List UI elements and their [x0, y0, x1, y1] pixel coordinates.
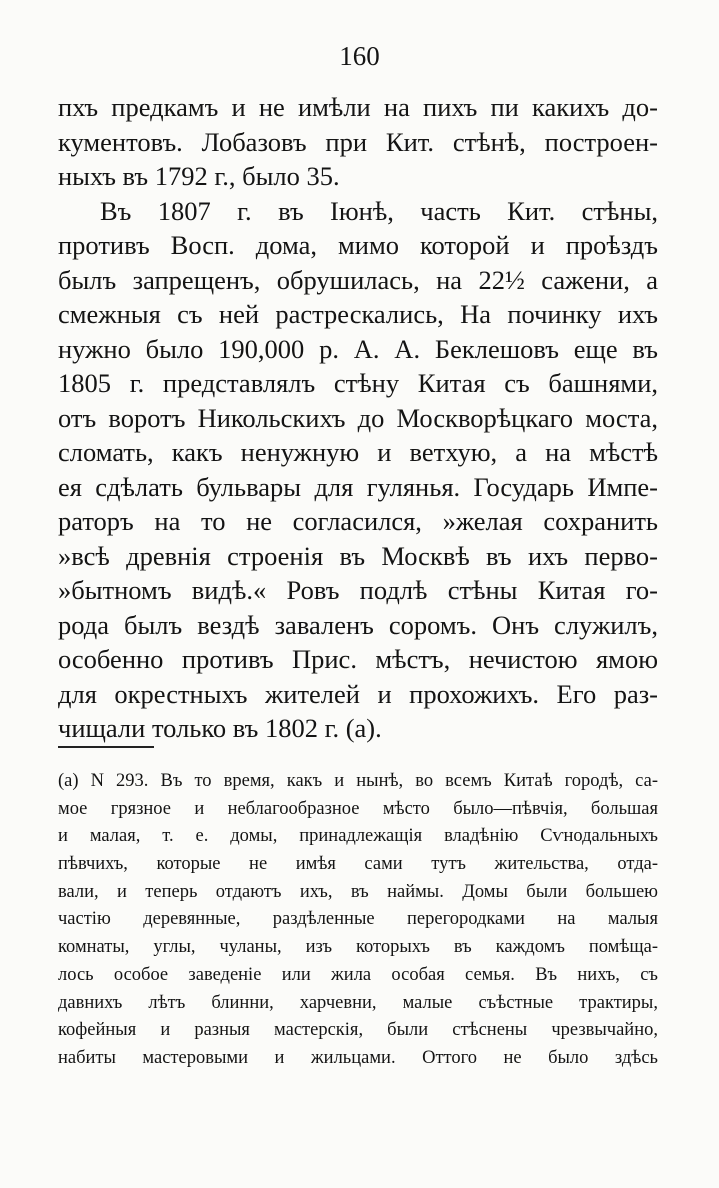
footnote-line: частію деревянные, раздѣленные перегородками на малыя [58, 909, 658, 930]
footnote-line: давнихъ лѣтъ блинни, харчевни, малые съѣстные трактиры, [58, 992, 658, 1013]
footnote [58, 768, 658, 1073]
text-line: для окрестныхъ жителей и прохожихъ. Его раз- [58, 678, 658, 709]
text-line: былъ запрещенъ, обрушилась, на 22½ сажени, а [58, 264, 658, 295]
footnote-line: (а) N 293. Въ то время, какъ и нынѣ, во всемъ Китаѣ городѣ, са- [58, 771, 658, 791]
text-line: нужно было 190,000 р. А. А. Беклешовъ еще въ [58, 333, 658, 364]
text-line: отъ воротъ Никольскихъ до Москворѣцкаго моста, [58, 402, 658, 433]
text-line: кументовъ. Лобазовъ при Кит. стѣнѣ, построен- [58, 126, 658, 157]
text-line: смежныя съ ней растрескались, На починку ихъ [58, 299, 658, 329]
text-line: »бытномъ видѣ.« Ровъ подлѣ стѣны Китая го- [58, 575, 658, 605]
footnote-divider [58, 746, 154, 748]
page-number: 160 [339, 41, 380, 71]
text-line: пхъ предкамъ и не имѣли на пихъ пи какихъ до- [58, 92, 658, 122]
footnote-line: комнаты, углы, чуланы, изъ которыхъ въ каждомъ помѣща- [58, 937, 658, 958]
text-line: Въ 1807 г. въ Іюнѣ, часть Кит. стѣны, [100, 195, 658, 226]
text-line: особенно противъ Прис. мѣстъ, нечистою ямою [58, 644, 658, 674]
footnote-line: вали, и теперь отдаютъ ихъ, въ наймы. Домы были большею [58, 881, 658, 902]
footnote-line: кофейныя и разныя мастерскія, были стѣснены чрезвычайно, [58, 1020, 658, 1041]
text-line: сломать, какъ ненужную и ветхую, а на мѣстѣ [58, 437, 658, 467]
text-line: раторъ на то не согласился, »желая сохранить [58, 506, 658, 536]
text-line: противъ Восп. дома, мимо которой и проѣздъ [58, 230, 658, 260]
text-line: 1805 г. представлялъ стѣну Китая съ башнями, [58, 368, 658, 398]
footnote-line: пѣвчихъ, которые не имѣя сами тутъ жительства, отда- [58, 854, 658, 875]
footnote-line: мое грязное и неблагообразное мѣсто было—пѣвчія, большая [58, 798, 658, 819]
text-line: ея сдѣлать бульвары для гулянья. Государь Импе- [58, 471, 658, 502]
footnote-line: набиты мастеровыми и жильцами. Оттого не было здѣсь [58, 1047, 658, 1068]
footnote-line: лось особое заведеніе или жила особая семья. Въ нихъ, съ [58, 964, 658, 985]
text-line: ныхъ въ 1792 г., было 35. [58, 161, 340, 191]
footnote-line: и малая, т. е. домы, принадлежащія владѣнію Сѵнодальныхъ [58, 826, 658, 847]
main-text [58, 90, 658, 746]
text-line: »всѣ древнія строенія въ Москвѣ въ ихъ перво- [58, 540, 658, 571]
text-line: рода былъ вездѣ заваленъ соромъ. Онъ служилъ, [58, 609, 658, 640]
text-line: чищали только въ 1802 г. (а). [58, 713, 382, 743]
